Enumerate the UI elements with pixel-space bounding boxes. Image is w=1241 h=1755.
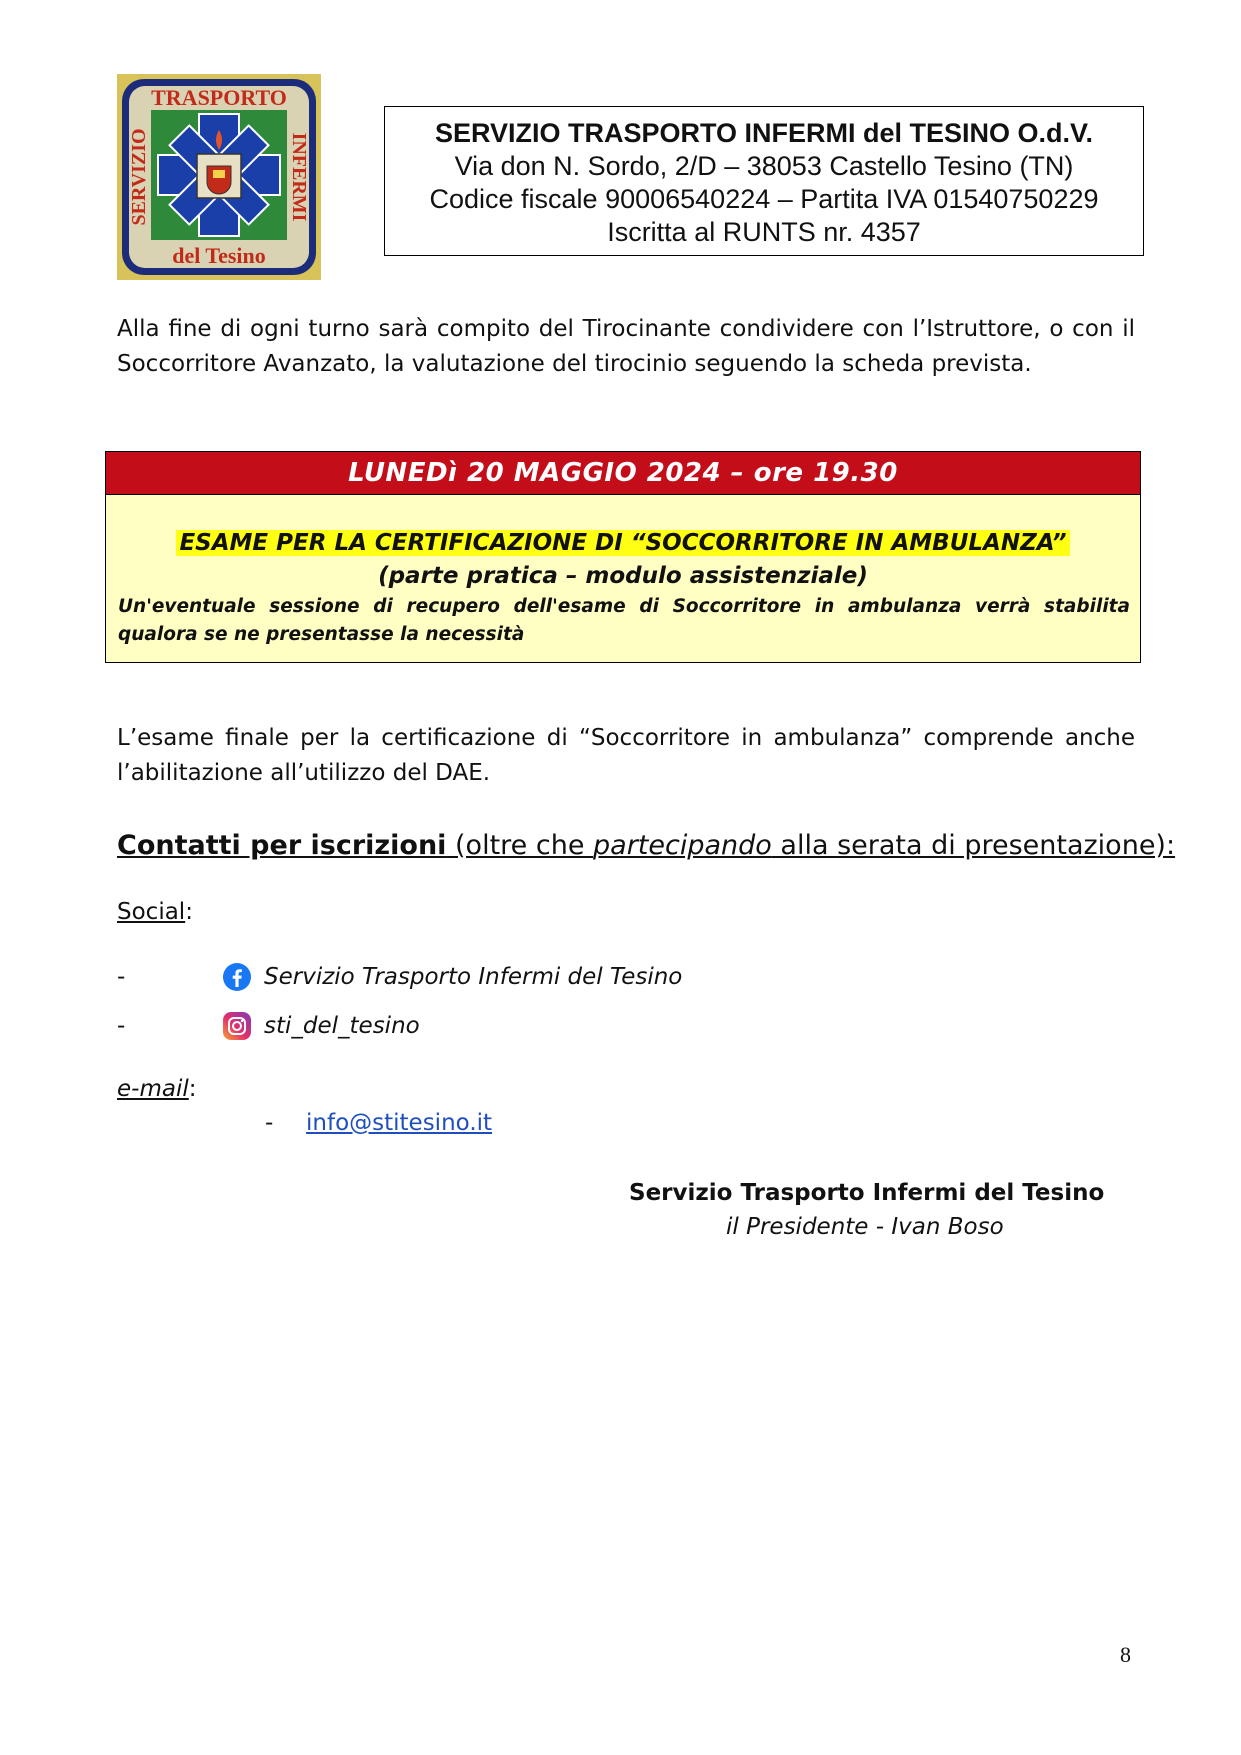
social-label: [117, 895, 193, 929]
exam-title: [106, 527, 1140, 559]
contacts-note-suffix: alla serata di presentazione):: [771, 830, 1176, 861]
organization-registry: Iscritta al RUNTS nr. 4357: [607, 217, 921, 247]
social-item-instagram[interactable]: [222, 1009, 420, 1043]
email-dash: -: [265, 1110, 274, 1136]
exam-title-text: ESAME PER LA CERTIFICAZIONE DI “SOCCORRITORE IN AMBULANZA”: [176, 530, 1069, 556]
logo-top-text: TRASPORTO: [151, 85, 287, 110]
email-label-text: e-mail: [117, 1076, 189, 1102]
social-label-colon: :: [185, 899, 193, 925]
instagram-handle: sti_del_tesino: [264, 1013, 420, 1039]
social-label-text: Social: [117, 899, 186, 925]
contacts-note-emphasis: partecipando: [593, 830, 772, 861]
organization-address: Via don N. Sordo, 2/D – 38053 Castello Tesino (TN): [454, 151, 1074, 181]
exam-box: [105, 451, 1141, 663]
page-number: 8: [1120, 1642, 1131, 1667]
facebook-page-name: Servizio Trasporto Infermi del Tesino: [264, 964, 683, 990]
logo-bottom-text: del Tesino: [172, 243, 266, 268]
intro-paragraph: Alla fine di ogni turno sarà compito del Tirocinante condividere con l’Istruttore, o con il Soccorritore Avanzato, la valutazione del tirocinio seguendo la scheda prevista.: [117, 316, 1135, 377]
exam-subtitle: (parte pratica – modulo assistenziale): [378, 563, 868, 589]
signature-organization: Servizio Trasporto Infermi del Tesino: [629, 1180, 1105, 1206]
email-link[interactable]: info@stitesino.it: [306, 1110, 493, 1136]
organization-tax-ids: Codice fiscale 90006540224 – Partita IVA 01540750229: [429, 184, 1099, 214]
contacts-note-prefix: (oltre che: [446, 830, 594, 861]
signature-role: il Presidente - Ivan Boso: [726, 1214, 1004, 1240]
social-item-facebook[interactable]: [222, 960, 682, 994]
instagram-icon: [222, 1011, 252, 1041]
logo-right-text: INFERMI: [288, 132, 310, 222]
final-exam-paragraph: L’esame finale per la certificazione di “Soccorritore in ambulanza” comprende anche l’abilitazione all’utilizzo del DAE.: [117, 725, 1135, 786]
social-dash-instagram: -: [117, 1013, 126, 1039]
exam-note: Un'eventuale sessione di recupero dell'esame di Soccorritore in ambulanza verrà stabilita qualora se ne presentasse la necessità: [118, 596, 1130, 645]
logo-left-text: SERVIZIO: [128, 128, 150, 226]
email-label: [117, 1072, 196, 1106]
organization-name: SERVIZIO TRASPORTO INFERMI del TESINO O.d.V.: [434, 118, 1094, 148]
contacts-heading: [117, 826, 1175, 866]
organization-header: [384, 106, 1144, 256]
facebook-icon: [222, 962, 252, 992]
social-dash-facebook: -: [117, 964, 126, 990]
organization-logo: [117, 74, 321, 280]
contacts-title: Contatti per iscrizioni: [117, 830, 447, 861]
email-label-colon: :: [188, 1076, 197, 1102]
exam-date-time: LUNEDì 20 MAGGIO 2024 – ore 19.30: [106, 452, 1140, 495]
